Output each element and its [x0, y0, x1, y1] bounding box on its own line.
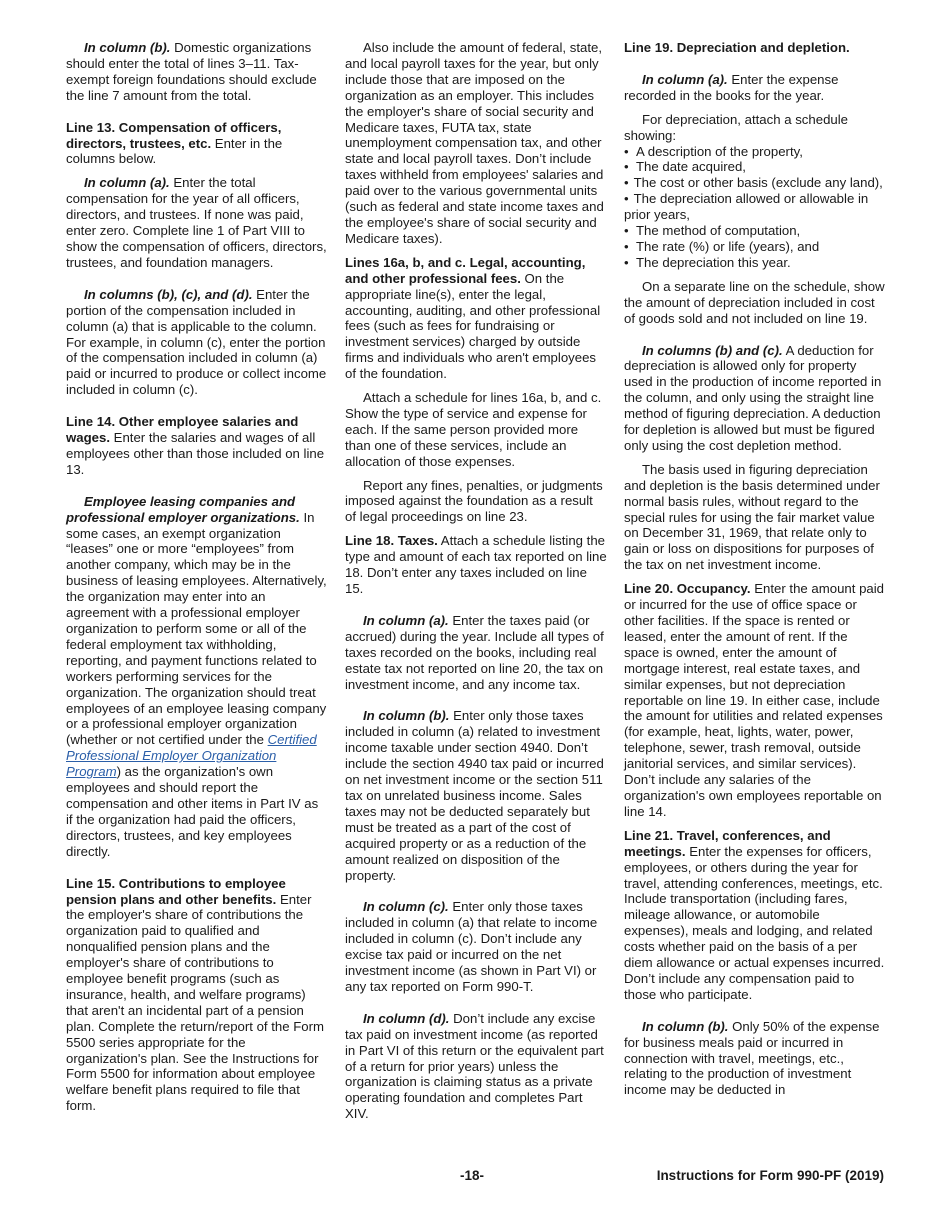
paragraph	[66, 175, 328, 270]
run-in-heading: In column (d).	[363, 1010, 450, 1026]
paragraph	[345, 533, 607, 597]
run-in-heading: In column (c).	[363, 899, 449, 915]
section-heading: Line 19. Depreciation and depletion.	[624, 40, 850, 55]
run-in-heading: In column (a).	[363, 612, 449, 628]
paragraph	[624, 1019, 886, 1099]
paragraph	[66, 876, 328, 1115]
bullet-list	[624, 144, 886, 271]
paragraph: Report any fines, penalties, or judgments imposed against the foundation as a result of legal proceedings on line 23.	[345, 477, 603, 525]
paragraph-text: Enter the employer's share of contributions the organization paid to qualified and nonqualified pension plans and the employer's share of contributions to employee benefit programs (such as insurance, health, and welfare programs) that aren't an incidental part of a pension plan. Complete the return/report of the Form 5500 series appropriate for the organization's plan. See the Instructions for Form 5500 for information about employee welfare benefit plans required to file that form.	[66, 891, 325, 1114]
list-item: • The date acquired,	[624, 159, 886, 175]
paragraph-text: Attach a schedule listing the type and amount of each tax reported on line 18. Don’t enter any taxes included on line 15.	[345, 533, 607, 596]
list-item: • The method of computation,	[624, 223, 886, 239]
list-item: • The rate (%) or life (years), and	[624, 239, 886, 255]
paragraph: Attach a schedule for lines 16a, b, and c. Show the type of service and expense for each. If the same person provided more than one of these services, include an allocation of those expenses.	[345, 390, 602, 469]
paragraph: Also include the amount of federal, state, and local payroll taxes for the year, but only include those that are imposed on the organization as an employer. This includes the employer's share of social security and Medicare taxes, FUTA tax, state unemployment compensation tax, and other state and local payroll taxes. Don’t include taxes withheld from employees' salaries and paid over to the various governmental units (such as federal and state income taxes and the employee's share of social security and Medicare taxes).	[345, 40, 604, 246]
paragraph	[345, 708, 607, 883]
paragraph-text: In some cases, an exempt organization “leases” one or more “employees” from another company, which may be in the business of leasing employees. Alternatively, the organization may enter into an agreement with a professional employer organization to perform some or all of the federal employment tax withholding, reporting, and payment functions related to workers performing services for the organization. The organization should treat employees of an employee leasing company or a professional employer organization (whether or not certified under the	[66, 509, 327, 748]
paragraph-text: A deduction for depreciation is allowed only for property used in the production of income reported in the column, and only using the straight line method of figuring depreciation. A deduction for depletion is allowed but must be figured only using the cost depletion method.	[624, 342, 882, 453]
run-in-heading: Employee leasing companies and professional employer organizations.	[66, 493, 300, 525]
paragraph	[66, 494, 328, 860]
paragraph-text: ) as the organization's own employees and should report the compensation and other items in Part IV as if the organization had paid the officers, directors, trustees, and key employees directly.	[66, 764, 319, 859]
paragraph	[624, 40, 886, 56]
column-middle	[345, 40, 607, 1130]
column-left	[66, 40, 328, 1122]
paragraph: On a separate line on the schedule, show the amount of depreciation included in cost of goods sold and not included on line 19.	[624, 278, 885, 326]
run-in-heading: In columns (b) and (c).	[642, 342, 783, 358]
paragraph	[345, 1011, 607, 1122]
section-heading: Line 20. Occupancy.	[624, 581, 751, 597]
paragraph-text: Enter the portion of the compensation included in column (a) that is applicable to the column. For example, in column (c), enter the portion of the compensation included in column (a) paid or incurred to produce or collect income included in column (c).	[66, 286, 327, 398]
paragraph-text: Only 50% of the expense for business meals paid or incurred in connection with travel, meetings, etc., relating to the production of investment income may be deducted in	[624, 1018, 880, 1098]
paragraph: For depreciation, attach a schedule showing:	[624, 111, 848, 143]
paragraph	[624, 828, 886, 1003]
paragraph	[345, 255, 607, 382]
section-heading: Line 13. Compensation of officers, directors, trustees, etc.	[66, 119, 282, 151]
paragraph-text: Enter the taxes paid (or accrued) during the year. Include all types of taxes recorded on the books, including real estate tax not reported on line 20, the tax on investment income, and any income tax.	[345, 612, 604, 692]
run-in-heading: In column (a).	[642, 71, 728, 87]
paragraph	[66, 414, 328, 478]
paragraph-text: Enter the total compensation for the year of all officers, directors, and trustees. If none was paid, enter zero. Complete line 1 of Part VIII to show the compensation of officers, directors, trustees, and foundation managers.	[66, 175, 327, 270]
paragraph	[66, 287, 328, 398]
section-heading: Lines 16a, b, and c. Legal, accounting, and other professional fees.	[345, 254, 586, 286]
paragraph	[66, 120, 328, 168]
paragraph	[66, 40, 328, 104]
run-in-heading: In columns (b), (c), and (d).	[84, 286, 253, 302]
run-in-heading: In column (b).	[363, 708, 450, 724]
list-item: • The cost or other basis (exclude any land),	[624, 175, 886, 191]
section-heading: Line 15. Contributions to employee pension plans and other benefits.	[66, 875, 286, 907]
run-in-heading: In column (b).	[84, 40, 171, 55]
run-in-heading: In column (b).	[642, 1018, 729, 1034]
paragraph	[624, 581, 886, 820]
page-number: -18-	[460, 1168, 485, 1183]
paragraph-text: Enter the salaries and wages of all employees other than those included on line 13.	[66, 430, 325, 477]
paragraph-text: Don’t include any excise tax paid on investment income (as reported in Part VI of this return or the equivalent part of a return for prior years) unless the organization is claiming status as a private operating foundation and completes Part XIV.	[345, 1010, 604, 1122]
list-item: • A description of the property,	[624, 144, 886, 160]
run-in-heading: In column (a).	[84, 175, 170, 191]
list-item: • The depreciation this year.	[624, 255, 886, 271]
paragraph-text: Enter the expense recorded in the books for the year.	[624, 71, 839, 103]
paragraph	[345, 899, 607, 994]
paragraph-text: Enter in the columns below.	[66, 135, 283, 167]
paragraph-text: Enter the expenses for officers, employees, or others during the year for travel, attending conferences, meetings, etc. Include transportation (including fares, mileage allowance, or automobile expenses), meals and lodging, and related costs whether paid on the basis of a per diem allowance or actual expenses incurred. Don’t include any compensation paid to those who participate.	[624, 843, 885, 1002]
paragraph	[624, 343, 886, 454]
column-right	[624, 40, 886, 1106]
paragraph	[624, 72, 886, 104]
footer-form-title: Instructions for Form 990-PF (2019)	[656, 1168, 884, 1183]
paragraph-text: On the appropriate line(s), enter the legal, accounting, auditing, and other professional fees (such as fees for fundraising or investment services) charged by outside firms and individuals who aren't employees of the foundation.	[345, 270, 601, 382]
paragraph-text: Enter only those taxes included in column (a) that relate to income included in column (c). Don’t include any excise tax paid or incurred on the net investment income (as shown in Part VI) or any tax reported on Form 990-T.	[345, 899, 598, 994]
paragraph: The basis used in figuring depreciation and depletion is the basis determined under normal basis rules, without regard to the special rules for using the fair market value on December 31, 1969, that relate only to gain or loss on dispositions for purposes of the tax on net investment income.	[624, 461, 880, 573]
paragraph	[345, 613, 607, 693]
section-heading: Line 14. Other employee salaries and wages.	[66, 414, 299, 446]
paragraph-text: Enter only those taxes included in column (a) related to investment income taxable under section 4940. Don’t include the section 4940 tax paid or incurred on net investment income or the section 511 tax on unrelated business income. Sales taxes may not be deducted separately but must be treated as a part of the cost of acquired property or as a reduction of the amount realized on disposition of the property.	[345, 708, 604, 883]
cpeo-program-link[interactable]: Certified Professional Employer Organization Program	[66, 732, 317, 780]
section-heading: Line 21. Travel, conferences, and meetings.	[624, 827, 831, 859]
paragraph-text: Domestic organizations should enter the total of lines 3–11. Tax-exempt foreign foundations should exclude the line 7 amount from the total.	[66, 40, 317, 103]
list-item: • The depreciation allowed or allowable in prior years,	[624, 191, 886, 223]
section-heading: Line 18. Taxes.	[345, 533, 438, 549]
paragraph-text: Enter the amount paid or incurred for the use of office space or other facilities. If the space is rented or leased, enter the amount of rent. If the space is owned, enter the amount of mortgage interest, real estate taxes, and similar expenses, but not depreciation reportable on line 19. In either case, include the amount for utilities and related expenses (for example, heat, lights, water, power, telephone, sewer, trash removal, outside janitorial services, and similar services). Don’t include any salaries of the organization's own employees reportable on line 14.	[624, 581, 884, 819]
